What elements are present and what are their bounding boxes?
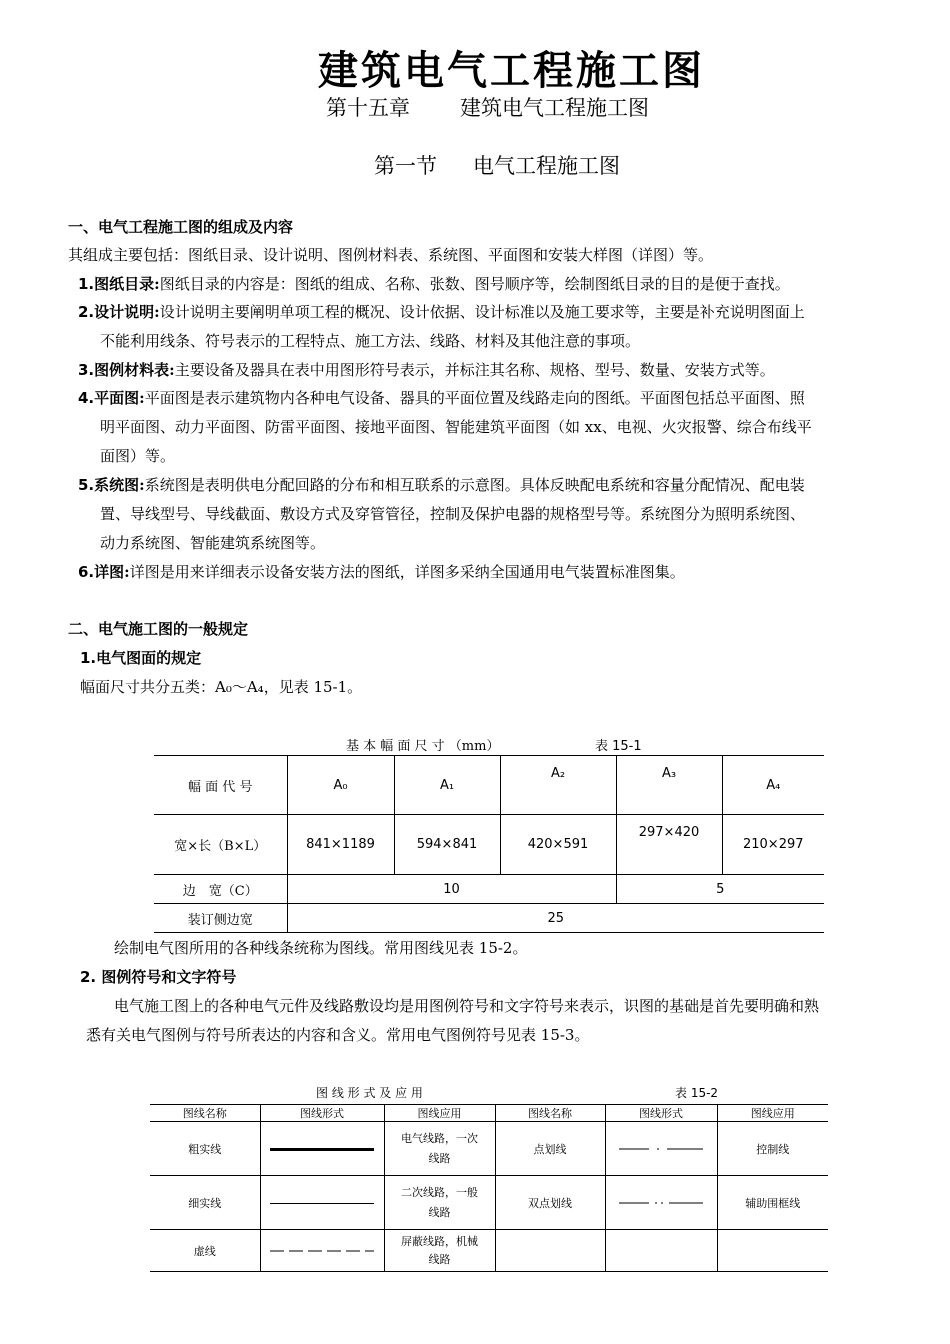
- double-dash-dot-line-sample: [619, 1200, 703, 1206]
- table-cell: 297×420: [616, 815, 722, 875]
- table-row: [154, 875, 824, 904]
- table-cell: A₁: [394, 756, 500, 815]
- section-heading: [374, 151, 620, 181]
- table-cell: 细实线: [150, 1176, 260, 1230]
- table-cell: 210×297: [722, 815, 824, 875]
- column-header: 图线应用: [384, 1105, 495, 1122]
- table-cell: 10: [287, 875, 616, 904]
- table-cell: A₃: [616, 756, 722, 815]
- table2-caption: 图 线 形 式 及 应 用: [316, 1086, 423, 1100]
- table-row: [154, 756, 824, 815]
- table-cell: [605, 1176, 717, 1230]
- column-header: 图线名称: [150, 1105, 260, 1122]
- chapter-heading: [326, 93, 649, 123]
- table-cell: 幅 面 代 号: [154, 756, 287, 815]
- table-cell: 屏蔽线路，机械 线路: [384, 1230, 495, 1272]
- thin-solid-line-sample: [270, 1203, 374, 1204]
- part1-intro: 其组成主要包括：图纸目录、设计说明、图例材料表、系统图、平面图和安装大样图（详图）等。: [68, 246, 714, 264]
- symbols-text-line2: 悉有关电气图例与符号所表达的内容和含义。常用电气图例符号见表 15-3。: [86, 1026, 590, 1044]
- table-cell: A₄: [722, 756, 824, 815]
- table-row: [150, 1230, 828, 1272]
- list-item: 6.详图:详图是用来详细表示设备安装方法的图纸，详图多采纳全国通用电气装置标准图集。: [78, 563, 685, 581]
- list-item: 4.平面图:平面图是表示建筑物内各种电气设备、器具的平面位置及线路走向的图纸。平面图包括总平面图、照 明平面图、动力平面图、防雷平面图、接地平面图、智能建筑平面图（如 xx、电视、火灾报警、综合布线平 面图）等。: [78, 389, 812, 465]
- table1-caption: 基 本 幅 面 尺 寸 （mm）: [346, 739, 500, 754]
- table-cell: 594×841: [394, 815, 500, 875]
- column-header: 图线应用: [717, 1105, 828, 1122]
- sheet-size-text: 幅面尺寸共分五类：A₀～A₄，见表 15-1。: [80, 678, 363, 696]
- table-cell: A₀: [287, 756, 394, 815]
- subheading-symbols: 2. 图例符号和文字符号: [80, 968, 237, 986]
- table-cell: 420×591: [500, 815, 616, 875]
- table-cell: 宽×长（B×L）: [154, 815, 287, 875]
- table-cell: 双点划线: [495, 1176, 605, 1230]
- table-cell: 25: [287, 904, 824, 933]
- table1-number: 表 15-1: [595, 739, 642, 754]
- table-cell: [495, 1230, 605, 1272]
- dash-dot-line-sample: [619, 1146, 703, 1152]
- table-row: [154, 815, 824, 875]
- chapter-name: 建筑电气工程施工图: [460, 96, 649, 120]
- table-cell: 辅助围框线: [717, 1176, 828, 1230]
- list-item: 1.图纸目录:图纸目录的内容是：图纸的组成、名称、张数、图号顺序等，绘制图纸目录的目的是便于查找。: [78, 275, 790, 293]
- subheading-drawing-rules: 1.电气图面的规定: [80, 649, 202, 667]
- sheet-size-table: [154, 755, 824, 933]
- table2-number: 表 15-2: [675, 1086, 719, 1100]
- part1-heading: 一、电气工程施工图的组成及内容: [68, 218, 294, 236]
- symbols-text-line1: 电气施工图上的各种电气元件及线路敷设均是用图例符号和文字符号来表示，识图的基础是首先要明确和熟: [114, 997, 820, 1015]
- table-cell: 电气线路，一次 线路: [384, 1122, 495, 1176]
- line-intro-text: 绘制电气图所用的各种线条统称为图线。常用图线见表 15-2。: [114, 939, 528, 957]
- document-title: 建筑电气工程施工图: [318, 47, 705, 94]
- table-cell: [605, 1230, 717, 1272]
- table-cell: 二次线路，一般 线路: [384, 1176, 495, 1230]
- table-header-row: [150, 1105, 828, 1122]
- table-cell: 边 宽（C）: [154, 875, 287, 904]
- part2-heading: 二、电气施工图的一般规定: [68, 620, 249, 638]
- column-header: 图线形式: [260, 1105, 384, 1122]
- table-cell: 点划线: [495, 1122, 605, 1176]
- table-row: [150, 1122, 828, 1176]
- table-cell: 粗实线: [150, 1122, 260, 1176]
- table-cell: 虚线: [150, 1230, 260, 1272]
- table-cell: [260, 1176, 384, 1230]
- table-cell: [260, 1230, 384, 1272]
- line-styles-table: [150, 1104, 828, 1272]
- section-name: 电气工程施工图: [473, 154, 620, 178]
- list-item: 5.系统图:系统图是表明供电分配回路的分布和相互联系的示意图。具体反映配电系统和容量分配情况、配电装 置、导线型号、导线截面、敷设方式及穿管管径，控制及保护电器的规格型号等。系统图分为照明系统图、 动力系统图、智能建筑系统图等。: [78, 476, 806, 552]
- table-cell: [717, 1230, 828, 1272]
- column-header: 图线形式: [605, 1105, 717, 1122]
- table-row: [150, 1176, 828, 1230]
- table-cell: 控制线: [717, 1122, 828, 1176]
- table-row: [154, 904, 824, 933]
- chapter-number: 第十五章: [326, 96, 410, 120]
- table-cell: 841×1189: [287, 815, 394, 875]
- table-cell: [605, 1122, 717, 1176]
- table-cell: 5: [616, 875, 824, 904]
- list-item: 3.图例材料表:主要设备及器具在表中用图形符号表示，并标注其名称、规格、型号、数量、安装方式等。: [78, 361, 775, 379]
- table-cell: A₂: [500, 756, 616, 815]
- table-cell: 装订侧边宽: [154, 904, 287, 933]
- list-item: 2.设计说明:设计说明主要阐明单项工程的概况、设计依据、设计标准以及施工要求等，主要是补充说明图面上 不能利用线条、符号表示的工程特点、施工方法、线路、材料及其他注意的事项。: [78, 303, 805, 350]
- thick-solid-line-sample: [270, 1148, 374, 1151]
- dashed-line-sample: [270, 1248, 374, 1254]
- section-number: 第一节: [374, 154, 437, 178]
- table-cell: [260, 1122, 384, 1176]
- column-header: 图线名称: [495, 1105, 605, 1122]
